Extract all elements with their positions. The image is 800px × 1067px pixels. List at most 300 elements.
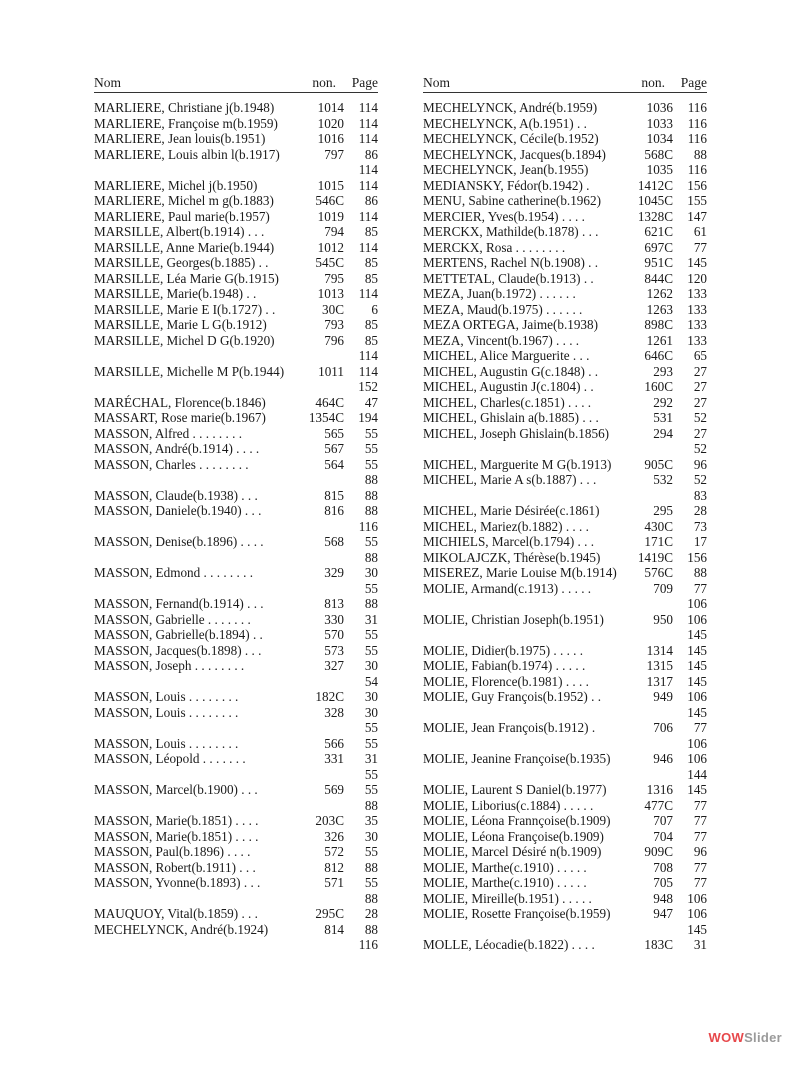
entry-page: 114 <box>358 363 378 379</box>
entry-page: 156 <box>687 177 707 193</box>
entry-number: 1316 <box>646 782 673 797</box>
entry-name: MASSON, Marcel(b.1900) . . . <box>94 782 258 797</box>
entry-name: MARLIERE, Louis albin l(b.1917) <box>94 146 280 162</box>
entry-name: MASSON, Marie(b.1851) . . . . <box>94 828 259 844</box>
entry-number: 295C <box>315 906 344 921</box>
entry-page: 114 <box>358 208 378 224</box>
index-entry <box>423 674 707 690</box>
entry-number: 951C <box>644 255 673 270</box>
index-entry <box>94 860 378 876</box>
entry-number: 464C <box>315 394 344 410</box>
entry-page: 31 <box>364 611 378 627</box>
entry-page: 155 <box>687 193 707 208</box>
index-entry <box>94 581 378 597</box>
index-column-left <box>94 74 378 953</box>
entry-name: MASSON, Gabrielle . . . . . . . <box>94 611 251 627</box>
entry-page: 28 <box>693 503 707 518</box>
entry-page: 85 <box>364 317 378 332</box>
entry-name: MOLIE, Marthe(c.1910) . . . . . <box>423 859 587 875</box>
header-page: Page <box>351 75 378 90</box>
entry-page: 114 <box>358 348 378 363</box>
entry-number: 331 <box>324 751 344 766</box>
index-entry <box>423 689 707 705</box>
entry-page: 145 <box>687 782 707 797</box>
entry-page: 145 <box>687 921 707 937</box>
entry-number: 704 <box>653 828 673 844</box>
entry-name: MARSILLE, Albert(b.1914) . . . <box>94 224 265 239</box>
entry-page: 114 <box>358 162 378 177</box>
entry-name: MARLIERE, Michel j(b.1950) <box>94 177 258 193</box>
entry-name: MASSON, Fernand(b.1914) . . . <box>94 596 264 611</box>
entry-page: 77 <box>693 859 707 875</box>
entry-page: 116 <box>687 100 707 115</box>
entry-number: 568 <box>324 534 344 549</box>
header-page: Page <box>680 75 707 90</box>
entry-page: 133 <box>687 286 707 301</box>
entry-page: 77 <box>693 813 707 828</box>
index-entry <box>423 457 707 473</box>
entry-page: 106 <box>687 890 707 906</box>
entry-number: 326 <box>324 828 344 844</box>
index-entry <box>94 519 378 535</box>
index-entry <box>94 798 378 814</box>
entry-page: 194 <box>358 410 378 425</box>
entry-page: 144 <box>687 766 707 782</box>
entry-number: 1045C <box>637 193 673 208</box>
entry-number: 568C <box>644 146 673 162</box>
watermark-part1: WOW <box>708 1030 745 1045</box>
entry-number: 564 <box>324 456 344 472</box>
index-entry <box>423 767 707 783</box>
entry-name: MARLIERE, Michel m g(b.1883) <box>94 193 274 208</box>
entry-page: 147 <box>687 208 707 224</box>
entry-name: MERCKX, Rosa . . . . . . . . <box>423 239 566 255</box>
index-entry <box>94 720 378 736</box>
index-entry <box>94 240 378 256</box>
entry-page: 30 <box>364 828 378 844</box>
index-entry <box>94 302 378 318</box>
index-entry <box>94 674 378 690</box>
index-entry <box>423 472 707 488</box>
entry-page: 88 <box>364 487 378 503</box>
entry-name: MIKOLAJCZK, Thérèse(b.1945) <box>423 549 601 565</box>
entry-number: 531 <box>653 410 673 425</box>
entry-page: 54 <box>364 673 378 689</box>
index-entry <box>94 813 378 829</box>
entry-page: 106 <box>687 689 707 704</box>
entry-page: 35 <box>364 813 378 828</box>
index-entry <box>423 565 707 581</box>
index-rows <box>423 100 707 953</box>
entry-page: 85 <box>364 270 378 286</box>
entry-name: MECHELYNCK, Jacques(b.1894) <box>423 146 606 162</box>
entry-page: 86 <box>364 193 378 208</box>
entry-number: 477C <box>644 797 673 813</box>
entry-name: MOLIE, Jean François(b.1912) . <box>423 720 596 735</box>
index-entry <box>94 767 378 783</box>
index-entry <box>94 565 378 581</box>
entry-name: MEDIANSKY, Fédor(b.1942) . <box>423 177 590 193</box>
entry-name: MOLIE, Marthe(c.1910) . . . . . <box>423 875 587 890</box>
entry-number: 1412C <box>637 177 673 193</box>
entry-page: 88 <box>364 890 378 906</box>
entry-number: 183C <box>644 937 673 952</box>
index-entry <box>94 829 378 845</box>
entry-name: MARSILLE, Anne Marie(b.1944) <box>94 239 275 255</box>
entry-page: 116 <box>687 115 707 131</box>
entry-page: 106 <box>687 906 707 921</box>
entry-name: MICHEL, Augustin G(c.1848) . . <box>423 363 599 379</box>
entry-page: 77 <box>693 797 707 813</box>
entry-name: MARSILLE, Michelle M P(b.1944) <box>94 363 285 379</box>
entry-name: MARSILLE, Marie L G(b.1912) <box>94 317 267 332</box>
index-entry <box>94 286 378 302</box>
entry-page: 27 <box>693 379 707 394</box>
entry-page: 96 <box>693 844 707 859</box>
entry-page: 114 <box>358 131 378 146</box>
index-entry <box>94 224 378 240</box>
entry-page: 55 <box>364 844 378 859</box>
index-entry <box>423 643 707 659</box>
index-entry <box>423 534 707 550</box>
entry-name: MASSON, Denise(b.1896) . . . . <box>94 534 264 549</box>
entry-number: 1033 <box>646 115 673 131</box>
entry-page: 17 <box>693 534 707 549</box>
entry-number: 573 <box>324 642 344 658</box>
entry-page: 52 <box>693 472 707 487</box>
index-entry <box>423 581 707 597</box>
entry-page: 61 <box>693 224 707 239</box>
entry-number: 571 <box>324 875 344 890</box>
entry-page: 133 <box>687 317 707 332</box>
entry-page: 85 <box>364 332 378 348</box>
entry-number: 1035 <box>646 162 673 177</box>
entry-number: 327 <box>324 658 344 673</box>
entry-page: 156 <box>687 549 707 565</box>
entry-name: MASSON, Alfred . . . . . . . . <box>94 425 242 441</box>
entry-number: 1011 <box>318 363 344 379</box>
entry-page: 114 <box>358 100 378 115</box>
index-entry <box>423 891 707 907</box>
entry-page: 47 <box>364 394 378 410</box>
entry-name: MOLIE, Rosette Françoise(b.1959) <box>423 906 611 921</box>
entry-page: 114 <box>358 239 378 255</box>
entry-page: 88 <box>364 797 378 813</box>
index-entry <box>423 441 707 457</box>
entry-name: MARLIERE, Christiane j(b.1948) <box>94 100 275 115</box>
entry-page: 52 <box>693 441 707 456</box>
header-nom: Nom <box>94 75 121 90</box>
entry-number: 706 <box>653 720 673 735</box>
index-entry <box>94 782 378 798</box>
index-entry <box>94 658 378 674</box>
watermark-logo <box>709 1030 783 1045</box>
entry-number: 293 <box>653 363 673 379</box>
entry-number: 813 <box>324 596 344 611</box>
index-entry <box>94 937 378 953</box>
entry-number: 950 <box>653 611 673 627</box>
entry-name: MOLIE, Marcel Désiré n(b.1909) <box>423 844 602 859</box>
entry-number: 566 <box>324 735 344 751</box>
index-entry <box>423 131 707 147</box>
entry-number: 705 <box>653 875 673 890</box>
entry-name: METTETAL, Claude(b.1913) . . <box>423 270 594 286</box>
entry-number: 898C <box>644 317 673 332</box>
entry-name: MOLIE, Liborius(c.1884) . . . . . <box>423 797 594 813</box>
entry-name: MICHEL, Marie Désirée(c.1861) <box>423 503 600 518</box>
index-entry <box>94 488 378 504</box>
entry-name: MEZA, Vincent(b.1967) . . . . <box>423 332 580 348</box>
entry-name: MASSON, Jacques(b.1898) . . . <box>94 642 262 658</box>
entry-page: 145 <box>687 673 707 689</box>
index-entry <box>94 596 378 612</box>
entry-name: MASSON, Yvonne(b.1893) . . . <box>94 875 261 890</box>
entry-number: 1419C <box>637 549 673 565</box>
entry-number: 816 <box>324 503 344 518</box>
index-rows <box>94 100 378 953</box>
entry-page: 30 <box>364 565 378 580</box>
index-entry <box>423 255 707 271</box>
entry-name: MARSILLE, Marie(b.1948) . . <box>94 286 257 301</box>
entry-name: MARLIERE, Jean louis(b.1951) <box>94 131 266 146</box>
index-entry <box>423 612 707 628</box>
index-entry <box>423 426 707 442</box>
entry-number: 948 <box>653 890 673 906</box>
entry-page: 116 <box>358 937 378 952</box>
entry-page: 120 <box>687 270 707 286</box>
index-entry <box>94 922 378 938</box>
entry-number: 909C <box>644 844 673 859</box>
index-entry <box>94 844 378 860</box>
entry-page: 55 <box>364 642 378 658</box>
index-entry <box>423 860 707 876</box>
entry-page: 77 <box>693 875 707 890</box>
entry-name: MOLIE, Fabian(b.1974) . . . . . <box>423 658 586 673</box>
entry-page: 116 <box>358 518 378 534</box>
entry-number: 576C <box>644 565 673 580</box>
entry-name: MOLLE, Léocadie(b.1822) . . . . <box>423 937 595 952</box>
entry-page: 106 <box>687 751 707 766</box>
entry-page: 31 <box>364 751 378 766</box>
index-entry <box>94 317 378 333</box>
index-entry <box>94 689 378 705</box>
entry-page: 114 <box>358 286 378 301</box>
entry-name: MARSILLE, Georges(b.1885) . . <box>94 255 269 270</box>
index-entry <box>94 255 378 271</box>
entry-page: 88 <box>364 859 378 875</box>
index-entry <box>423 922 707 938</box>
index-entry <box>94 503 378 519</box>
entry-name: MASSON, Charles . . . . . . . . <box>94 456 249 472</box>
index-entry <box>423 116 707 132</box>
entry-number: 565 <box>324 425 344 441</box>
index-entry <box>94 472 378 488</box>
index-entry <box>94 147 378 163</box>
entry-page: 88 <box>364 549 378 565</box>
index-entry <box>423 798 707 814</box>
entry-number: 697C <box>644 239 673 255</box>
entry-name: MASSON, Louis . . . . . . . . <box>94 735 239 751</box>
entry-page: 145 <box>687 704 707 720</box>
entry-page: 27 <box>693 394 707 410</box>
entry-page: 31 <box>693 937 707 952</box>
entry-page: 6 <box>371 301 378 317</box>
index-entry <box>423 162 707 178</box>
entry-number: 1019 <box>317 208 344 224</box>
entry-name: MARLIERE, Françoise m(b.1959) <box>94 115 278 131</box>
index-entry <box>94 550 378 566</box>
entry-number: 203C <box>315 813 344 828</box>
index-entry <box>94 379 378 395</box>
entry-number: 812 <box>324 859 344 875</box>
index-entry <box>423 736 707 752</box>
entry-number: 1261 <box>646 332 673 348</box>
entry-page: 52 <box>693 410 707 425</box>
entry-page: 88 <box>364 596 378 611</box>
index-entry <box>423 348 707 364</box>
entry-number: 1034 <box>646 131 673 146</box>
entry-number: 814 <box>324 921 344 937</box>
entry-number: 329 <box>324 565 344 580</box>
entry-number: 1354C <box>308 410 344 425</box>
entry-name: MASSON, Paul(b.1896) . . . . <box>94 844 251 859</box>
entry-name: MEZA, Juan(b.1972) . . . . . . <box>423 286 576 301</box>
index-entry <box>423 286 707 302</box>
entry-name: MICHEL, Augustin J(c.1804) . . <box>423 379 594 394</box>
entry-name: MASSART, Rose marie(b.1967) <box>94 410 266 425</box>
index-entry <box>423 519 707 535</box>
entry-name: MARÉCHAL, Florence(b.1846) <box>94 394 266 410</box>
entry-number: 947 <box>653 906 673 921</box>
header-non: non. <box>312 75 336 90</box>
entry-page: 65 <box>693 348 707 363</box>
index-entry <box>423 627 707 643</box>
entry-page: 83 <box>693 487 707 503</box>
entry-name: MISEREZ, Marie Louise M(b.1914) <box>423 565 617 580</box>
entry-number: 707 <box>653 813 673 828</box>
index-entry <box>94 395 378 411</box>
entry-page: 77 <box>693 720 707 735</box>
index-entry <box>94 333 378 349</box>
entry-number: 794 <box>324 224 344 239</box>
index-entry <box>94 426 378 442</box>
index-entry <box>94 705 378 721</box>
index-entry <box>423 379 707 395</box>
entry-number: 545C <box>315 255 344 270</box>
header-nom: Nom <box>423 75 450 90</box>
entry-number: 1015 <box>317 177 344 193</box>
index-entry <box>423 596 707 612</box>
index-entry <box>94 643 378 659</box>
index-entry <box>94 457 378 473</box>
index-entry <box>94 534 378 550</box>
entry-number: 844C <box>644 270 673 286</box>
index-entry <box>423 705 707 721</box>
entry-number: 1014 <box>317 100 344 115</box>
entry-name: MOLIE, Florence(b.1981) . . . . <box>423 673 589 689</box>
index-entry <box>94 348 378 364</box>
index-entry <box>94 116 378 132</box>
entry-page: 55 <box>364 441 378 456</box>
entry-page: 55 <box>364 627 378 642</box>
entry-number: 430C <box>644 518 673 534</box>
entry-page: 86 <box>364 146 378 162</box>
entry-number: 949 <box>653 689 673 704</box>
entry-page: 88 <box>364 503 378 518</box>
index-entry <box>423 503 707 519</box>
entry-name: MOLIE, Jeanine Françoise(b.1935) <box>423 751 611 766</box>
index-entry <box>423 193 707 209</box>
index-entry <box>423 844 707 860</box>
index-entry <box>423 209 707 225</box>
entry-number: 646C <box>644 348 673 363</box>
entry-name: MASSON, Edmond . . . . . . . . <box>94 565 253 580</box>
index-entry <box>423 302 707 318</box>
index-entry <box>423 317 707 333</box>
entry-name: MASSON, Marie(b.1851) . . . . <box>94 813 259 828</box>
entry-page: 55 <box>364 456 378 472</box>
entry-page: 55 <box>364 735 378 751</box>
entry-number: 946 <box>653 751 673 766</box>
entry-name: MARSILLE, Léa Marie G(b.1915) <box>94 270 279 286</box>
entry-number: 708 <box>653 859 673 875</box>
entry-name: MOLIE, Guy François(b.1952) . . <box>423 689 602 704</box>
entry-page: 145 <box>687 642 707 658</box>
entry-name: MOLIE, Armand(c.1913) . . . . . <box>423 580 592 596</box>
index-entry <box>94 193 378 209</box>
entry-name: MICHEL, Alice Marguerite . . . <box>423 348 590 363</box>
entry-name: MARSILLE, Michel D G(b.1920) <box>94 332 275 348</box>
entry-page: 28 <box>364 906 378 921</box>
index-entry <box>423 875 707 891</box>
entry-page: 114 <box>358 177 378 193</box>
entry-page: 116 <box>687 131 707 146</box>
index-entry <box>423 829 707 845</box>
entry-number: 1317 <box>646 673 673 689</box>
entry-page: 30 <box>364 704 378 720</box>
entry-page: 133 <box>687 332 707 348</box>
entry-name: MECHELYNCK, Jean(b.1955) <box>423 162 589 177</box>
entry-page: 55 <box>364 425 378 441</box>
index-entry <box>423 906 707 922</box>
index-entry <box>423 240 707 256</box>
entry-name: MASSON, Claude(b.1938) . . . <box>94 487 258 503</box>
entry-name: MERTENS, Rachel N(b.1908) . . <box>423 255 599 270</box>
entry-page: 27 <box>693 363 707 379</box>
index-entry <box>423 395 707 411</box>
index-entry <box>423 100 707 116</box>
column-header <box>94 74 378 93</box>
entry-page: 96 <box>693 456 707 472</box>
entry-page: 88 <box>693 565 707 580</box>
index-entry <box>94 410 378 426</box>
entry-page: 114 <box>358 115 378 131</box>
entry-number: 795 <box>324 270 344 286</box>
index-entry <box>423 271 707 287</box>
entry-page: 55 <box>364 580 378 596</box>
entry-name: MICHIELS, Marcel(b.1794) . . . <box>423 534 595 549</box>
entry-number: 1013 <box>317 286 344 301</box>
entry-name: MICHEL, Joseph Ghislain(b.1856) <box>423 425 610 441</box>
entry-name: MECHELYNCK, André(b.1959) <box>423 100 598 115</box>
entry-name: MASSON, Joseph . . . . . . . . <box>94 658 245 673</box>
entry-page: 106 <box>687 735 707 751</box>
entry-page: 73 <box>693 518 707 534</box>
entry-page: 55 <box>364 875 378 890</box>
index-entry <box>94 906 378 922</box>
entry-page: 85 <box>364 255 378 270</box>
entry-page: 55 <box>364 720 378 735</box>
